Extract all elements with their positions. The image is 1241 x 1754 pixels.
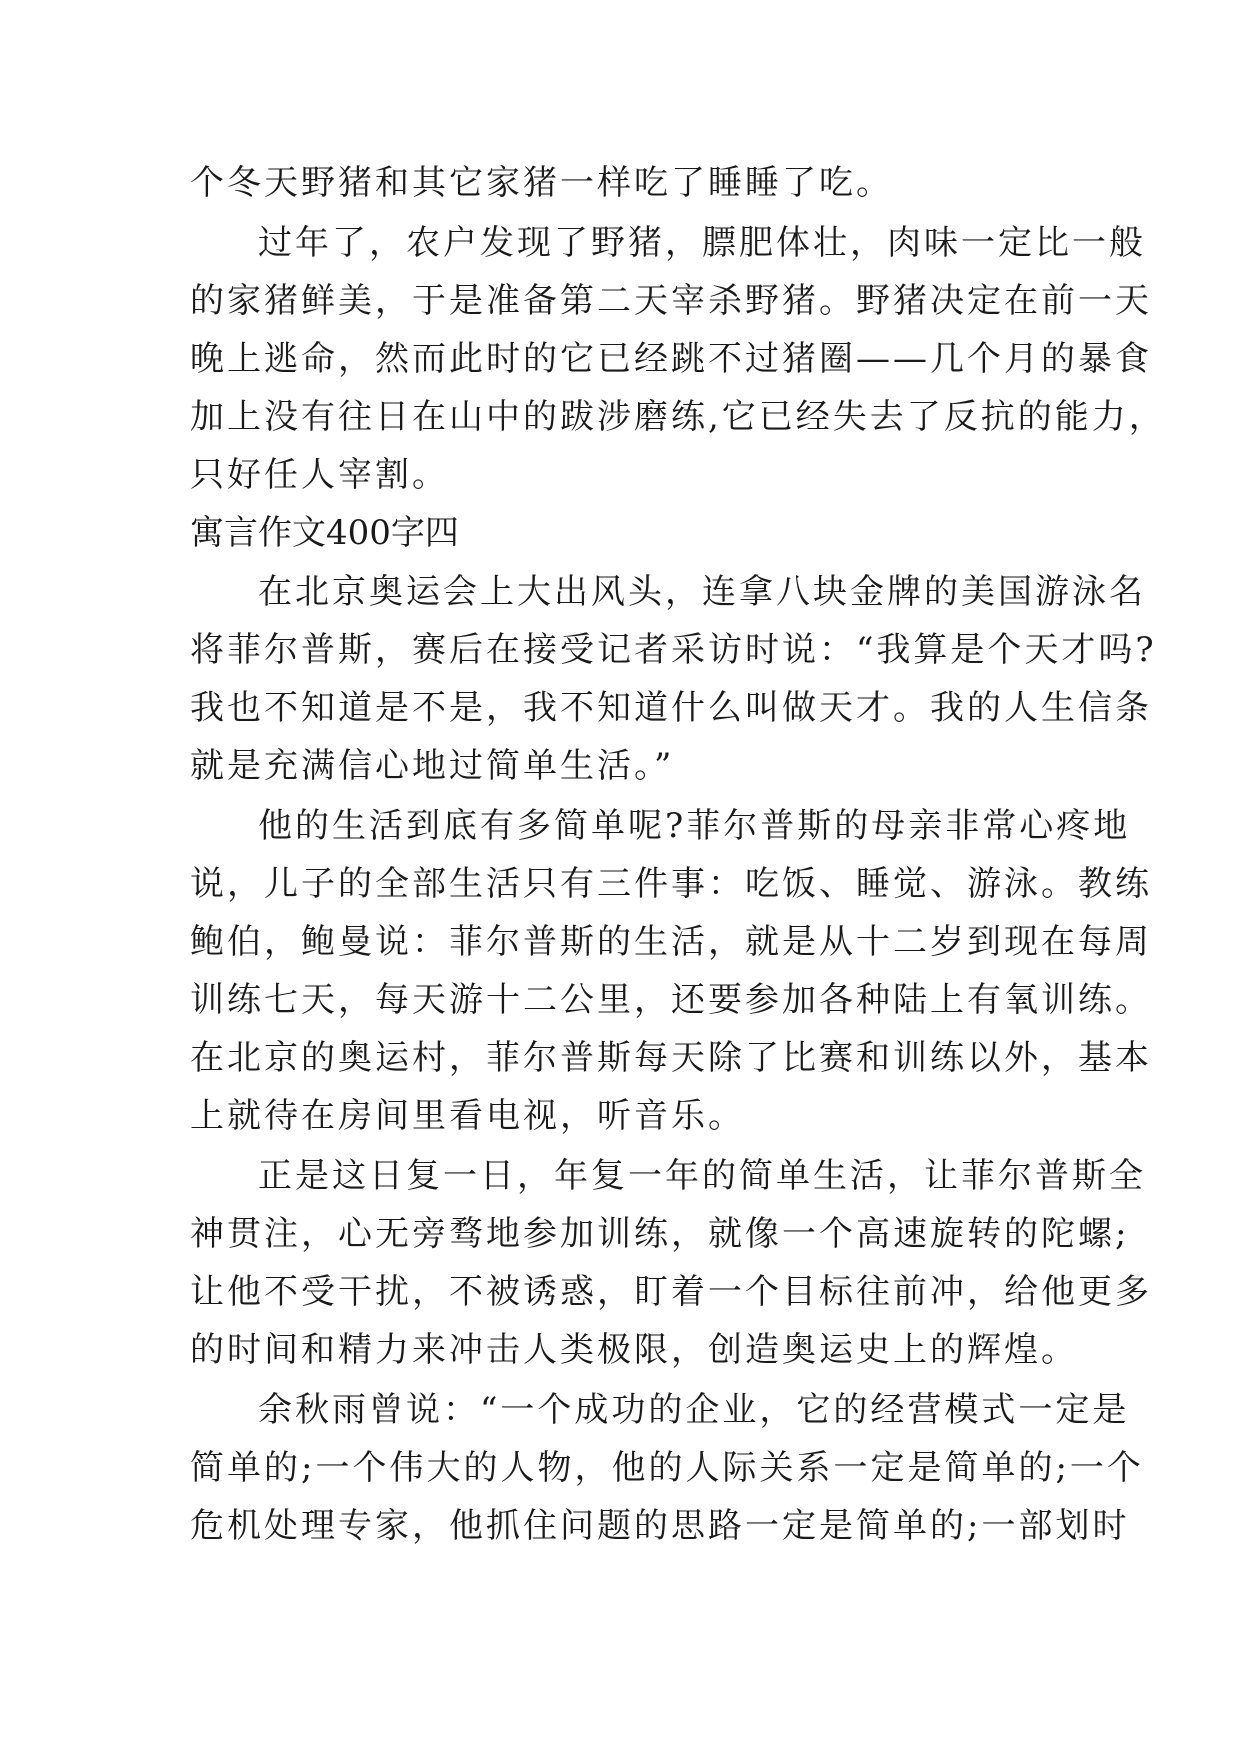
text-line: 在北京的奥运村，菲尔普斯每天除了比赛和训练以外，基本: [190, 1038, 1152, 1078]
text-line: 鲍伯，鲍曼说：菲尔普斯的生活，就是从十二岁到现在每周: [190, 922, 1152, 962]
text-line: 将菲尔普斯，赛后在接受记者采访时说：“我算是个天才吗?: [190, 630, 1157, 670]
paragraph-start-line: 余秋雨曾说：“一个成功的企业，它的经营模式一定是: [258, 1390, 1130, 1430]
paragraph-start-line: 过年了，农户发现了野猪，膘肥体壮，肉味一定比一般: [258, 223, 1146, 263]
paragraph-start-line: 在北京奥运会上大出风头，连拿八块金牌的美国游泳名: [258, 572, 1146, 612]
text-line: 上就待在房间里看电视，听音乐。: [190, 1096, 745, 1136]
text-line: 的时间和精力来冲击人类极限，创造奥运史上的辉煌。: [190, 1330, 1078, 1370]
text-line: 晚上逃命，然而此时的它已经跳不过猪圈——几个月的暴食: [190, 339, 1152, 379]
text-line: 个冬天野猪和其它家猪一样吃了睡睡了吃。: [190, 163, 893, 203]
paragraph-start-line: 正是这日复一日，年复一年的简单生活，让菲尔普斯全: [258, 1156, 1146, 1196]
text-line: 简单的;一个伟大的人物，他的人际关系一定是简单的;一个: [190, 1448, 1144, 1488]
section-heading: 寓言作文400字四: [190, 513, 459, 553]
text-line: 我也不知道是不是，我不知道什么叫做天才。我的人生信条: [190, 688, 1152, 728]
text-line: 训练七天，每天游十二公里，还要参加各种陆上有氧训练。: [190, 980, 1152, 1020]
text-line: 只好任人宰割。: [190, 455, 449, 495]
text-line: 神贯注，心无旁骛地参加训练，就像一个高速旋转的陀螺;: [190, 1214, 1130, 1254]
text-line: 说，儿子的全部生活只有三件事：吃饭、睡觉、游泳。教练: [190, 864, 1152, 904]
text-line: 就是充满信心地过简单生活。”: [190, 746, 675, 786]
text-line: 的家猪鲜美，于是准备第二天宰杀野猪。野猪决定在前一天: [190, 281, 1152, 321]
text-line: 让他不受干扰，不被诱惑，盯着一个目标往前冲，给他更多: [190, 1272, 1152, 1312]
text-line: 危机处理专家，他抓住问题的思路一定是简单的;一部划时: [190, 1506, 1130, 1546]
paragraph-start-line: 他的生活到底有多简单呢?菲尔普斯的母亲非常心疼地: [258, 806, 1131, 846]
text-line: 加上没有往日在山中的跋涉磨练,它已经失去了反抗的能力，: [190, 397, 1166, 437]
